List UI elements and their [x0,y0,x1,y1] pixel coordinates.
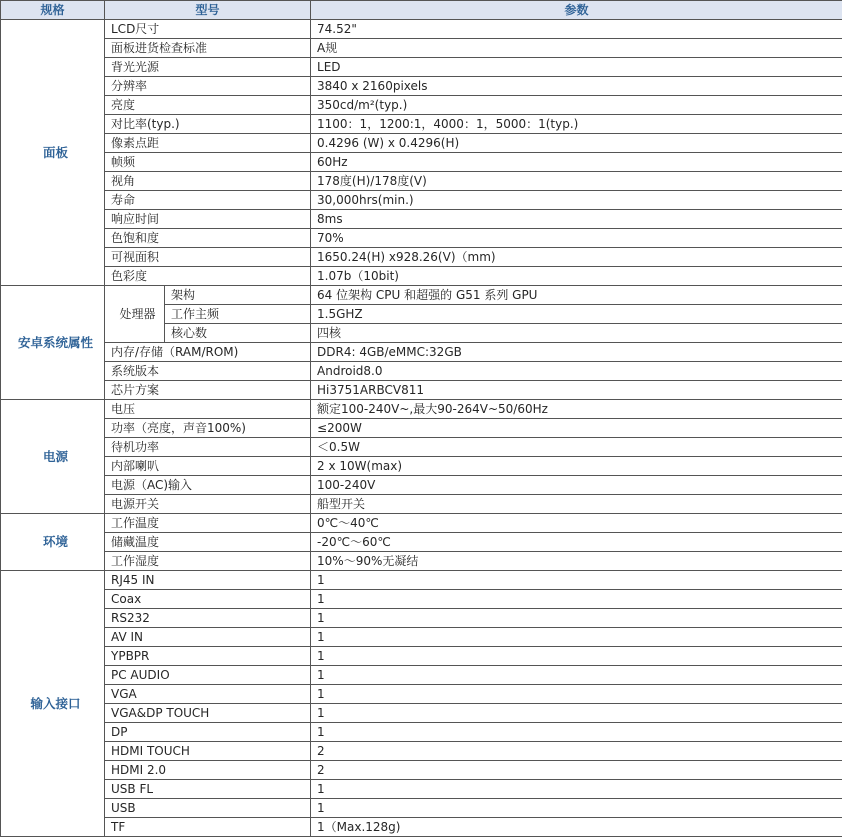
table-row [1,552,842,571]
spec-value: 1 [311,704,842,723]
table-row [1,590,842,609]
spec-name: 像素点距 [105,134,311,153]
spec-name: 工作主频 [165,305,311,324]
table-row [1,96,842,115]
spec-name: 响应时间 [105,210,311,229]
spec-name: 可视面积 [105,248,311,267]
table-row [1,571,842,590]
spec-name: 功率（亮度，声音100%) [105,419,311,438]
table-row [1,609,842,628]
spec-name: USB FL [105,780,311,799]
table-row [1,495,842,514]
table-row [1,153,842,172]
processor-group-label: 处理器 [105,286,165,343]
spec-value: 2 [311,761,842,780]
table-row [1,229,842,248]
header-model: 型号 [105,1,311,20]
spec-value: 30,000hrs(min.) [311,191,842,210]
spec-name: 亮度 [105,96,311,115]
spec-value: 0.4296 (W) x 0.4296(H) [311,134,842,153]
spec-name: 待机功率 [105,438,311,457]
spec-value: 1650.24(H) x928.26(V)（mm) [311,248,842,267]
table-row [1,58,842,77]
spec-value: 1 [311,609,842,628]
spec-value: 1.5GHZ [311,305,842,324]
spec-name: LCD尺寸 [105,20,311,39]
table-row [1,628,842,647]
table-row [1,704,842,723]
table-row [1,438,842,457]
spec-name: 电压 [105,400,311,419]
spec-value: A规 [311,39,842,58]
spec-value: 额定100-240V~,最大90-264V~50/60Hz [311,400,842,419]
spec-value: 2 x 10W(max) [311,457,842,476]
spec-name: RJ45 IN [105,571,311,590]
spec-name: Coax [105,590,311,609]
spec-name: VGA&DP TOUCH [105,704,311,723]
spec-name: 储藏温度 [105,533,311,552]
table-row [1,457,842,476]
table-row [1,761,842,780]
spec-value: 8ms [311,210,842,229]
spec-value: 0℃～40℃ [311,514,842,533]
spec-value: 70% [311,229,842,248]
header-params: 参数 [311,1,842,20]
spec-value: 1 [311,628,842,647]
spec-name: 系统版本 [105,362,311,381]
spec-name: 色彩度 [105,267,311,286]
spec-value: 1 [311,647,842,666]
spec-name: RS232 [105,609,311,628]
spec-value: 3840 x 2160pixels [311,77,842,96]
spec-value: 1100：1，1200:1，4000：1，5000：1(typ.) [311,115,842,134]
spec-name: 分辨率 [105,77,311,96]
table-row [1,419,842,438]
spec-value: 1.07b（10bit) [311,267,842,286]
spec-name: 视角 [105,172,311,191]
table-row [1,400,842,419]
spec-value: 1 [311,571,842,590]
spec-name: 对比率(typ.) [105,115,311,134]
spec-value: 1 [311,780,842,799]
spec-value: 四核 [311,324,842,343]
spec-name: 电源开关 [105,495,311,514]
spec-value: 350cd/m²(typ.) [311,96,842,115]
table-row [1,248,842,267]
spec-value: 1 [311,799,842,818]
category-android: 安卓系统属性 [1,286,105,400]
header-row [1,1,842,20]
spec-value: -20℃～60℃ [311,533,842,552]
table-row [1,799,842,818]
spec-value: 1（Max.128g) [311,818,842,837]
spec-name: DP [105,723,311,742]
spec-value: DDR4: 4GB/eMMC:32GB [311,343,842,362]
table-row [1,666,842,685]
table-row [1,77,842,96]
table-row [1,210,842,229]
spec-value: 1 [311,666,842,685]
spec-name: HDMI TOUCH [105,742,311,761]
category-environment: 环境 [1,514,105,571]
spec-value: 60Hz [311,153,842,172]
table-row [1,267,842,286]
spec-name: 工作温度 [105,514,311,533]
table-row [1,381,842,400]
table-row [1,172,842,191]
table-row [1,115,842,134]
table-row [1,39,842,58]
table-row [1,780,842,799]
spec-name: 内存/存储（RAM/ROM) [105,343,311,362]
spec-name: 色饱和度 [105,229,311,248]
spec-value: Hi3751ARBCV811 [311,381,842,400]
spec-name: PC AUDIO [105,666,311,685]
category-input: 输入接口 [1,571,105,837]
spec-value: 1 [311,590,842,609]
spec-value: LED [311,58,842,77]
table-row [1,286,842,305]
category-power: 电源 [1,400,105,514]
spec-value: 2 [311,742,842,761]
spec-name: 工作湿度 [105,552,311,571]
spec-value: 74.52" [311,20,842,39]
spec-name: 面板进货检查标准 [105,39,311,58]
table-row [1,723,842,742]
spec-name: AV IN [105,628,311,647]
spec-name: 背光光源 [105,58,311,77]
spec-value: ≤200W [311,419,842,438]
table-row [1,514,842,533]
header-spec: 规格 [1,1,105,20]
spec-value: ＜0.5W [311,438,842,457]
spec-value: Android8.0 [311,362,842,381]
table-row [1,134,842,153]
table-row [1,343,842,362]
spec-value: 178度(H)/178度(V) [311,172,842,191]
table-row [1,647,842,666]
spec-value: 100-240V [311,476,842,495]
table-row [1,533,842,552]
table-row [1,742,842,761]
spec-name: 寿命 [105,191,311,210]
table-row [1,20,842,39]
spec-name: TF [105,818,311,837]
table-row [1,191,842,210]
spec-name: 核心数 [165,324,311,343]
spec-name: HDMI 2.0 [105,761,311,780]
spec-name: VGA [105,685,311,704]
spec-name: YPBPR [105,647,311,666]
spec-name: 帧频 [105,153,311,172]
spec-value: 1 [311,685,842,704]
spec-name: 芯片方案 [105,381,311,400]
table-row [1,685,842,704]
spec-name: 架构 [165,286,311,305]
table-row [1,362,842,381]
spec-value: 10%～90%无凝结 [311,552,842,571]
spec-value: 1 [311,723,842,742]
table-row [1,476,842,495]
spec-name: USB [105,799,311,818]
spec-name: 内部喇叭 [105,457,311,476]
spec-name: 电源（AC)输入 [105,476,311,495]
category-panel: 面板 [1,20,105,286]
spec-value: 64 位架构 CPU 和超强的 G51 系列 GPU [311,286,842,305]
spec-value: 船型开关 [311,495,842,514]
